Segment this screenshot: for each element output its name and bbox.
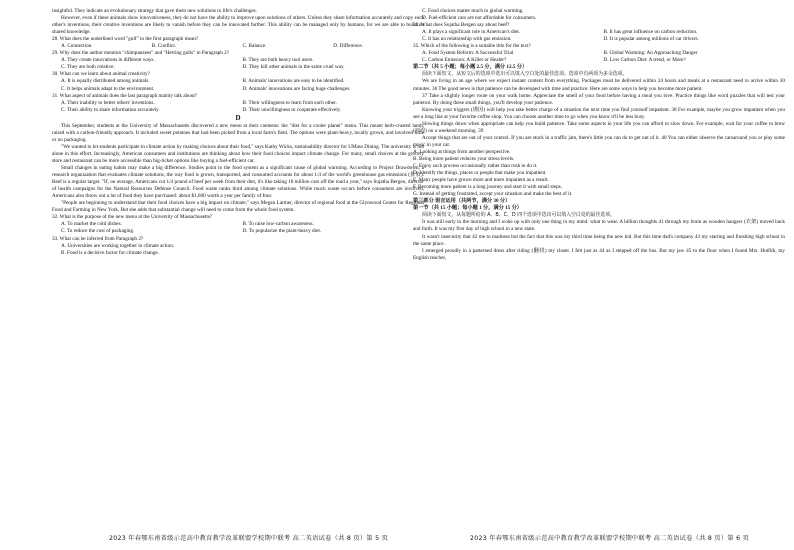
question-stem: 30. What can we learn about animal creativity? (52, 71, 150, 78)
option: D. To popularize the plant-heavy diet. (242, 228, 322, 235)
option: D. Their unwillingness to cooperate effectively. (242, 106, 342, 113)
passage-text: However, even if these animals show innovativeness, they do not have the ability to improve upon solutions of others. Unless they share information accurately and copy each other's inventions, their creative inventions are likely to vanish before they can be innovated further. This ability can be managed only by humans, for we are able to build on shared knowledge. (52, 15, 424, 36)
question-block-31 (52, 93, 424, 114)
question-stem: 34. What does Sujatha Bergen say about beef? (413, 22, 510, 29)
question-block-30 (52, 71, 424, 92)
option: F. Becoming more patient is a long journey and start it with small steps. (413, 184, 562, 191)
option: C. They are both creative. (61, 64, 115, 71)
option: C. It helps animals adapt to the environment. (61, 85, 155, 92)
option: A. Connection. (61, 43, 93, 50)
option: A. Looking at things from another perspective. (413, 148, 511, 155)
passage-text: We are living in an age where we expect instant content from everything. Packages must be delivered within 24 hours and meals at a restaurant need to arrive within 30 minutes. 36 The good news is that patience can be developed with time and practice. Here are some ways to help you become more patient. (413, 78, 785, 92)
part-title: 第三部分 语言运用（共两节，满分 30 分） (413, 198, 511, 205)
passage-text: Slowing things down when appropriate can help you build patience. Take some aspects in your life you can afford to slow down. For example, wait for your coffee to brew (冲泡) on a weekend morning. 39 (413, 120, 785, 134)
option: B. Their willingness to learn from each other. (242, 99, 337, 106)
option: A. They create innovations in different ways. (61, 57, 155, 64)
passage-text: This September, students at the University of Massachusetts discovered a new menu at their canteens: the "diet for a cooler planet" menu. This meant herb-crusted lamb, raised with a carbon-friendly approach. It included sweet potatoes that had been picked from a local farm's field. The options were plant-heavy, locally grown, and involved little or no packaging. (52, 122, 424, 143)
option-list (61, 78, 424, 92)
option-list (61, 57, 424, 71)
option: A. It is equally distributed among animals. (61, 78, 150, 85)
question-block-34 (413, 22, 785, 43)
option: G. Instead of getting frustrated, accept your situation and make the best of it. (413, 191, 573, 198)
passage-text: 37 Take a slightly longer route on your walk home. Appreciate the smell of your food before having a meal you love. Practice things like word puzzles that will test your patience. By doing these small things, you'll develop your patience. (413, 92, 785, 106)
question-block-32 (52, 214, 424, 235)
option: D. They kill other animals in the same cruel way. (242, 64, 345, 71)
option-list (422, 50, 785, 64)
option-list (61, 243, 424, 257)
option: C. Food choices matter much to global warming. (422, 8, 524, 14)
passage-text: It was still early in the morning and I woke up with only one thing in my mind: what to wear. A billion thoughts 41 through my brain as wooden hangers (衣架) moved back and forth. It was my first day of high school in a new state. (413, 219, 785, 233)
section-instructions: 阅读下面短文，从短文后的选项中选出可以填入空白处的最佳选项。选项中有两项为多余选项。 (422, 71, 628, 78)
question-stem: 29. Why does the author mention "chimpanzees" and "Herring gulls" in Paragraph 2? (52, 50, 230, 57)
question-stem: 33. What can be inferred from Paragraph 2? (52, 235, 144, 242)
option: A. It plays a significant role in American's diet. (422, 29, 521, 36)
passage-text: It wasn't insecurity that 42 me to madness but the fact that this was my third time being the new kid. But this time dad's company 43 my starting and finishing high school in the same place. (413, 233, 785, 247)
option: C. Enjoy such process occasionally rather than rush to do it. (413, 163, 538, 170)
question-stem: 31. What aspect of animals does the last paragraph mainly talk about? (52, 92, 198, 99)
option: B. To raise low-carbon awareness. (242, 221, 314, 228)
passage-text: insightful. They indicate an evolutionary strategy that gave them new solutions to life's challenges. (52, 8, 257, 14)
option: B. Food is a decisive factor for climate change. (61, 249, 159, 256)
right-column (413, 8, 785, 262)
option-list (61, 43, 424, 50)
section-heading-d: D (235, 113, 241, 122)
question-stem: 32. What is the purpose of the new menu at the University of Massachusetts? (52, 214, 213, 221)
option: D. Low Carbon Diet: A trend, or More? (603, 57, 686, 64)
section-title: 第二节（共 5 小题；每小题 2.5 分，满分 12.5 分） (413, 64, 528, 71)
option-list (61, 221, 424, 235)
option: C. Balance. (242, 43, 267, 50)
section-title: 第一节（共 15 小题；每小题 1 分，满分 15 分） (413, 205, 522, 212)
option: B. They are both heavy tool users. (242, 57, 314, 64)
option: D. Identify the things, places or people that make you impatient. (413, 170, 547, 177)
option: C. To reduce the cost of packaging. (61, 228, 135, 235)
gap-option-list (413, 149, 785, 198)
option: B. Animals' innovations are easy to be identified. (242, 78, 345, 85)
option: B. Conflict. (151, 43, 177, 50)
question-block-28 (52, 36, 424, 50)
option: C. It has no relationship with gas emission. (422, 36, 512, 43)
option: A. Food System Reform: A Successful Trial (422, 50, 514, 57)
option: D. Fuel-efficient cars are not affordable for consumers. (422, 15, 537, 22)
section-instructions: 阅读下面短文，从每题所给的 A、B、C、D 四个选项中选出可以填入空白处的最佳选项。 (422, 212, 616, 219)
passage-text: I emerged proudly in a patterned dress after riding (翻找) my closet. I felt just as 44 as I stepped off the bus. But my jaw 45 to the floor when I found Mrs. Hutfilk, my English teacher, (413, 247, 785, 261)
option-list (422, 29, 785, 43)
passage-text: "We wanted to let students participate in climate action by making choices about their food," says Kathy Wicks, sustainability director for UMass Dining. The university is not alone in this effort. Increasingly, American consumers and institutions are thinking about how their food choices impact climate change. For many, small choices at the grocery store and restaurant can be more accessible than big-ticket options like buying a fuel-efficient car. (52, 143, 424, 164)
question-block-29 (52, 50, 424, 71)
option: C. Their ability to share information accurately. (61, 106, 160, 113)
page-footer: 2023 年春鄂东南省级示范高中教育教学改革联盟学校期中联考 高二英语试卷（共 8 页）第 6 页 (470, 535, 750, 542)
option: C. Carbon Emission: A Killer or Healer? (422, 57, 507, 64)
left-column (52, 8, 424, 257)
option: B. It has great influence on carbon reduction. (603, 29, 698, 36)
option: D. Difference. (333, 43, 363, 50)
option: E. Many people have grown more and more impatient as a result. (413, 177, 549, 184)
question-block-35 (413, 43, 785, 64)
option: D. It is popular among millions of car drivers. (603, 36, 699, 43)
option: B. Global Warming: An Approaching Danger (603, 50, 698, 57)
option: D. Animals' innovations are facing huge challenges. (242, 85, 351, 92)
option: B. Being more patient reduces your stress levels. (413, 155, 515, 162)
passage-text: Small changes in eating habits may make a big difference. Studies point to the food system as a significant cause of global warming. According to Project Drawdown, a research organization that evaluates climate solutions, the way food is grown, transported, and consumed accounts for about 1/4 of the world's greenhouse gas emissions (排放). Beef is a regular target. "If, on average, Americans cut 1/4 pound of beef per week from their diet, it's like taking 10 million cars off the road a year," says Sujatha Bergen, director of health campaigns for the Natural Resources Defense Council. Food waste ranks third among climate solutions. While much waste occurs before consumers are involved, Americans also throw out a lot of food they have purchased: about $1,600 worth a year per family of four. (52, 165, 424, 200)
page-footer: 2023 年春鄂东南省级示范高中教育教学改革联盟学校期中联考 高二英语试卷（共 8 页）第 5 页 (109, 535, 389, 542)
question-stem: 28. What does the underlined word "gulf" in the first paragraph mean? (52, 36, 199, 43)
option-list (422, 8, 785, 22)
option: A. Their inability to better others' inventions. (61, 99, 155, 106)
passage-text: Knowing your triggers (诱因) will help you take better charge of a situation the next time you find yourself impatient. 38 For example, maybe you grow impatient when you see a long line at your favorite coffee shop. You can choose another time to go when you know it'll be less busy. (413, 106, 785, 120)
option-list (61, 100, 424, 114)
question-block-33 (52, 236, 424, 257)
passage-text: Accept things that are out of your control. If you are stuck in a traffic jam, there's little you can do to get out of it. 40 You can either observe the carsaround you or play some music in your car. (413, 134, 785, 148)
option: A. Universities are working together in climate action. (61, 242, 175, 249)
option: A. To market the cold dishes. (61, 221, 122, 228)
question-stem: 35. Which of the following is a suitable title for the text? (413, 43, 531, 50)
passage-text: "People are beginning to understand that their food choices have a big impact on climate," says Megan Larmer, director of regional food at the Glynwood Center for Regional Food and Farming in New York. But she adds that substantial change will need to come from the whole food system. (52, 200, 424, 214)
